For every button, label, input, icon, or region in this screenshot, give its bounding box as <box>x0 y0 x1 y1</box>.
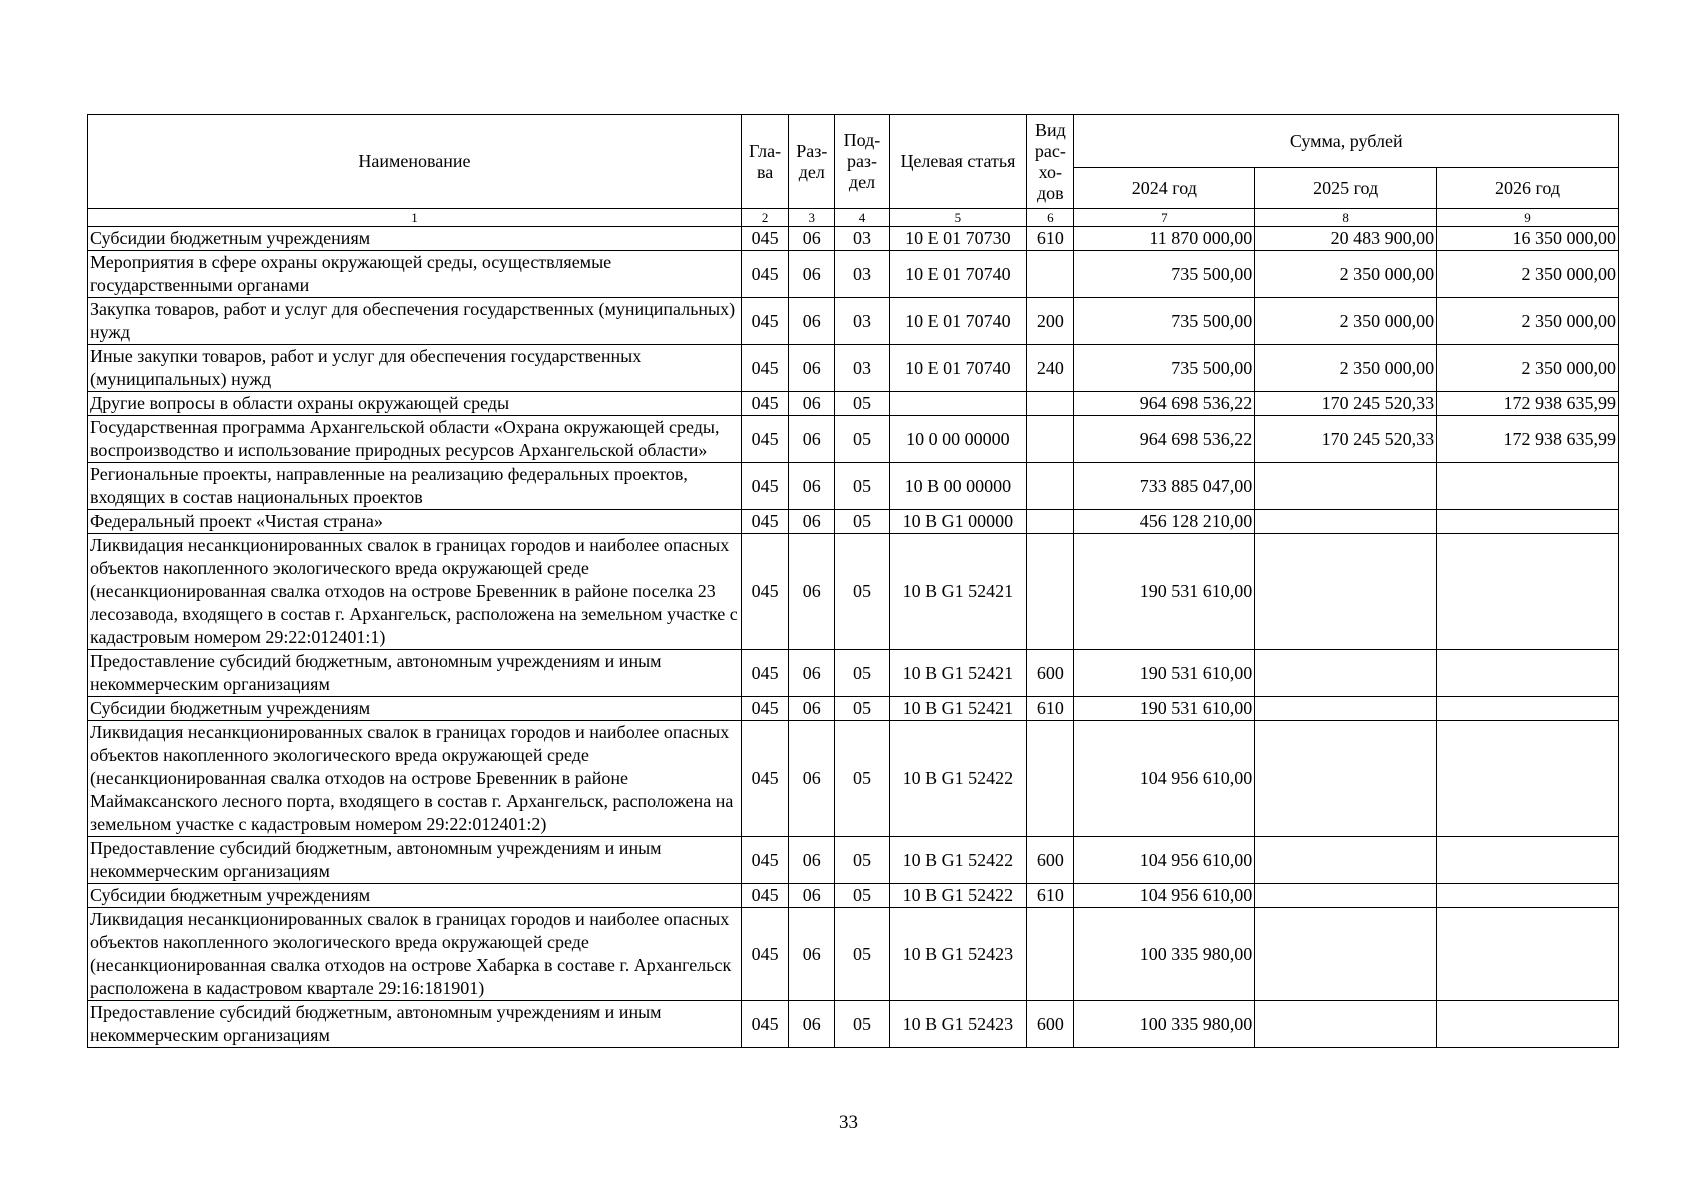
row-amount-2026: 172 938 635,99 <box>1437 416 1619 463</box>
row-subsection: 05 <box>835 697 889 721</box>
row-chapter: 045 <box>741 908 788 1001</box>
row-target-article: 10 В G1 52422 <box>889 837 1027 884</box>
row-chapter: 045 <box>741 416 788 463</box>
row-name: Субсидии бюджетным учреждениям <box>88 227 742 251</box>
row-expense-type <box>1027 721 1074 837</box>
row-subsection: 05 <box>835 837 889 884</box>
row-amount-2026 <box>1437 510 1619 534</box>
row-amount-2026 <box>1437 463 1619 510</box>
table-row <box>88 650 1619 697</box>
row-subsection: 05 <box>835 463 889 510</box>
table-row <box>88 908 1619 1001</box>
row-amount-2026: 2 350 000,00 <box>1437 345 1619 392</box>
row-chapter: 045 <box>741 697 788 721</box>
row-amount-2026 <box>1437 534 1619 650</box>
row-target-article: 10 В G1 00000 <box>889 510 1027 534</box>
row-amount-2026 <box>1437 884 1619 908</box>
row-target-article: 10 В G1 52421 <box>889 650 1027 697</box>
header-year-2024: 2024 год <box>1074 168 1255 209</box>
row-target-article: 10 Е 01 70740 <box>889 251 1027 298</box>
row-expense-type: 610 <box>1027 227 1074 251</box>
row-section: 06 <box>789 345 835 392</box>
row-amount-2024: 456 128 210,00 <box>1074 510 1255 534</box>
column-number: 7 <box>1074 209 1255 227</box>
row-name: Ликвидация несанкционированных свалок в границах городов и наиболее опасных объектов накопленного экологического вреда окружающей среде (несанкционированная свалка отходов на острове Бревенник в районе поселка 23 лесозавода, входящего в состав г. Архангельск, расположена на земельном участке с кадастровым номером 29:22:012401:1) <box>88 534 742 650</box>
header-year-2025: 2025 год <box>1255 168 1437 209</box>
row-subsection: 03 <box>835 251 889 298</box>
row-amount-2026: 172 938 635,99 <box>1437 392 1619 416</box>
column-number: 5 <box>889 209 1027 227</box>
row-name: Ликвидация несанкционированных свалок в границах городов и наиболее опасных объектов накопленного экологического вреда окружающей среде (несанкционированная свалка отходов на острове Бревенник в районе Маймаксанского лесного порта, входящего в состав г. Архангельск, расположена на земельном участке с кадастровым номером 29:22:012401:2) <box>88 721 742 837</box>
column-number: 3 <box>789 209 835 227</box>
header-row-top <box>88 115 1619 168</box>
header-subsection: Под-раз-дел <box>835 115 889 209</box>
row-expense-type: 600 <box>1027 837 1074 884</box>
row-target-article: 10 В G1 52422 <box>889 884 1027 908</box>
row-name: Предоставление субсидий бюджетным, автономным учреждениям и иным некоммерческим организациям <box>88 650 742 697</box>
row-subsection: 05 <box>835 650 889 697</box>
row-section: 06 <box>789 884 835 908</box>
row-amount-2024: 190 531 610,00 <box>1074 534 1255 650</box>
row-amount-2025: 170 245 520,33 <box>1255 416 1437 463</box>
row-amount-2024: 104 956 610,00 <box>1074 721 1255 837</box>
row-expense-type <box>1027 416 1074 463</box>
row-amount-2024: 104 956 610,00 <box>1074 837 1255 884</box>
row-section: 06 <box>789 251 835 298</box>
row-amount-2025 <box>1255 650 1437 697</box>
row-amount-2024: 190 531 610,00 <box>1074 697 1255 721</box>
row-expense-type <box>1027 510 1074 534</box>
budget-table <box>87 114 1619 1048</box>
row-amount-2026 <box>1437 697 1619 721</box>
row-amount-2024: 735 500,00 <box>1074 298 1255 345</box>
row-section: 06 <box>789 510 835 534</box>
row-target-article: 10 0 00 00000 <box>889 416 1027 463</box>
row-name: Мероприятия в сфере охраны окружающей среды, осуществляемые государственными органами <box>88 251 742 298</box>
row-target-article: 10 В 00 00000 <box>889 463 1027 510</box>
row-subsection: 05 <box>835 392 889 416</box>
header-target-article: Целевая статья <box>889 115 1027 209</box>
row-target-article: 10 В G1 52423 <box>889 1001 1027 1048</box>
row-name: Закупка товаров, работ и услуг для обеспечения государственных (муниципальных) нужд <box>88 298 742 345</box>
column-number-row <box>88 209 1619 227</box>
row-target-article: 10 В G1 52421 <box>889 534 1027 650</box>
row-chapter: 045 <box>741 463 788 510</box>
row-chapter: 045 <box>741 721 788 837</box>
row-subsection: 05 <box>835 416 889 463</box>
row-amount-2026 <box>1437 837 1619 884</box>
row-subsection: 05 <box>835 884 889 908</box>
table-row <box>88 251 1619 298</box>
row-section: 06 <box>789 463 835 510</box>
table-row <box>88 510 1619 534</box>
row-name: Иные закупки товаров, работ и услуг для обеспечения государственных (муниципальных) нужд <box>88 345 742 392</box>
row-amount-2024: 100 335 980,00 <box>1074 908 1255 1001</box>
row-section: 06 <box>789 1001 835 1048</box>
row-amount-2025 <box>1255 1001 1437 1048</box>
row-target-article: 10 Е 01 70740 <box>889 345 1027 392</box>
row-name: Федеральный проект «Чистая страна» <box>88 510 742 534</box>
table-row <box>88 463 1619 510</box>
row-amount-2024: 190 531 610,00 <box>1074 650 1255 697</box>
page-number: 33 <box>839 1112 858 1133</box>
header-section: Раз-дел <box>789 115 835 209</box>
header-year-2026: 2026 год <box>1437 168 1619 209</box>
row-section: 06 <box>789 392 835 416</box>
row-chapter: 045 <box>741 345 788 392</box>
row-chapter: 045 <box>741 534 788 650</box>
row-target-article: 10 Е 01 70740 <box>889 298 1027 345</box>
row-name: Региональные проекты, направленные на реализацию федеральных проектов, входящих в состав национальных проектов <box>88 463 742 510</box>
row-chapter: 045 <box>741 650 788 697</box>
row-amount-2026 <box>1437 908 1619 1001</box>
table-row <box>88 345 1619 392</box>
row-chapter: 045 <box>741 251 788 298</box>
row-subsection: 03 <box>835 345 889 392</box>
row-amount-2025: 2 350 000,00 <box>1255 345 1437 392</box>
row-amount-2026 <box>1437 1001 1619 1048</box>
row-amount-2025 <box>1255 884 1437 908</box>
row-name: Субсидии бюджетным учреждениям <box>88 884 742 908</box>
column-number: 1 <box>88 209 742 227</box>
row-target-article: 10 Е 01 70730 <box>889 227 1027 251</box>
row-name: Ликвидация несанкционированных свалок в границах городов и наиболее опасных объектов накопленного экологического вреда окружающей среде (несанкционированная свалка отходов на острове Хабарка в составе г. Архангельск расположена в кадастровом квартале 29:16:181901) <box>88 908 742 1001</box>
row-amount-2025 <box>1255 510 1437 534</box>
row-subsection: 05 <box>835 510 889 534</box>
column-number: 8 <box>1255 209 1437 227</box>
row-expense-type: 200 <box>1027 298 1074 345</box>
header-name: Наименование <box>88 115 742 209</box>
row-subsection: 05 <box>835 721 889 837</box>
row-target-article: 10 В G1 52423 <box>889 908 1027 1001</box>
row-amount-2025 <box>1255 721 1437 837</box>
table-body <box>88 227 1619 1048</box>
row-amount-2026: 2 350 000,00 <box>1437 251 1619 298</box>
row-subsection: 05 <box>835 534 889 650</box>
table-row <box>88 392 1619 416</box>
row-expense-type: 610 <box>1027 884 1074 908</box>
table-row <box>88 884 1619 908</box>
row-amount-2025 <box>1255 837 1437 884</box>
row-amount-2026: 2 350 000,00 <box>1437 298 1619 345</box>
row-amount-2024: 735 500,00 <box>1074 251 1255 298</box>
row-amount-2025: 2 350 000,00 <box>1255 298 1437 345</box>
row-name: Предоставление субсидий бюджетным, автономным учреждениям и иным некоммерческим организациям <box>88 1001 742 1048</box>
row-amount-2026: 16 350 000,00 <box>1437 227 1619 251</box>
row-chapter: 045 <box>741 298 788 345</box>
row-expense-type: 240 <box>1027 345 1074 392</box>
row-chapter: 045 <box>741 227 788 251</box>
column-number: 4 <box>835 209 889 227</box>
row-amount-2025: 170 245 520,33 <box>1255 392 1437 416</box>
row-subsection: 03 <box>835 227 889 251</box>
table-row <box>88 416 1619 463</box>
row-expense-type <box>1027 908 1074 1001</box>
header-sum: Сумма, рублей <box>1074 115 1619 168</box>
row-section: 06 <box>789 697 835 721</box>
row-subsection: 03 <box>835 298 889 345</box>
row-amount-2026 <box>1437 721 1619 837</box>
row-chapter: 045 <box>741 510 788 534</box>
row-target-article: 10 В G1 52421 <box>889 697 1027 721</box>
table-row <box>88 534 1619 650</box>
row-section: 06 <box>789 416 835 463</box>
header-chapter: Гла-ва <box>741 115 788 209</box>
row-amount-2024: 11 870 000,00 <box>1074 227 1255 251</box>
table-row <box>88 1001 1619 1048</box>
row-amount-2025 <box>1255 463 1437 510</box>
row-expense-type <box>1027 251 1074 298</box>
row-name: Субсидии бюджетным учреждениям <box>88 697 742 721</box>
row-target-article <box>889 392 1027 416</box>
row-amount-2025 <box>1255 534 1437 650</box>
row-expense-type <box>1027 534 1074 650</box>
row-name: Государственная программа Архангельской области «Охрана окружающей среды, воспроизводство и использование природных ресурсов Архангельской области» <box>88 416 742 463</box>
row-amount-2026 <box>1437 650 1619 697</box>
row-amount-2025: 2 350 000,00 <box>1255 251 1437 298</box>
row-amount-2025 <box>1255 697 1437 721</box>
row-target-article: 10 В G1 52422 <box>889 721 1027 837</box>
table-row <box>88 697 1619 721</box>
row-expense-type: 600 <box>1027 650 1074 697</box>
row-section: 06 <box>789 227 835 251</box>
row-expense-type: 600 <box>1027 1001 1074 1048</box>
row-subsection: 05 <box>835 1001 889 1048</box>
row-section: 06 <box>789 534 835 650</box>
row-amount-2025: 20 483 900,00 <box>1255 227 1437 251</box>
row-amount-2024: 964 698 536,22 <box>1074 416 1255 463</box>
row-amount-2024: 733 885 047,00 <box>1074 463 1255 510</box>
row-chapter: 045 <box>741 837 788 884</box>
table-row <box>88 721 1619 837</box>
column-number: 2 <box>741 209 788 227</box>
row-name: Другие вопросы в области охраны окружающей среды <box>88 392 742 416</box>
table-row <box>88 837 1619 884</box>
row-amount-2024: 964 698 536,22 <box>1074 392 1255 416</box>
row-section: 06 <box>789 298 835 345</box>
row-chapter: 045 <box>741 884 788 908</box>
row-expense-type: 610 <box>1027 697 1074 721</box>
row-amount-2024: 735 500,00 <box>1074 345 1255 392</box>
table-row <box>88 227 1619 251</box>
row-amount-2024: 100 335 980,00 <box>1074 1001 1255 1048</box>
row-section: 06 <box>789 721 835 837</box>
table-row <box>88 298 1619 345</box>
row-chapter: 045 <box>741 392 788 416</box>
row-section: 06 <box>789 650 835 697</box>
row-section: 06 <box>789 837 835 884</box>
row-expense-type <box>1027 463 1074 510</box>
column-number: 9 <box>1437 209 1619 227</box>
column-number: 6 <box>1027 209 1074 227</box>
row-expense-type <box>1027 392 1074 416</box>
row-section: 06 <box>789 908 835 1001</box>
row-subsection: 05 <box>835 908 889 1001</box>
row-name: Предоставление субсидий бюджетным, автономным учреждениям и иным некоммерческим организациям <box>88 837 742 884</box>
row-amount-2025 <box>1255 908 1437 1001</box>
row-amount-2024: 104 956 610,00 <box>1074 884 1255 908</box>
row-chapter: 045 <box>741 1001 788 1048</box>
header-expense-type: Вид рас-хо-дов <box>1027 115 1074 209</box>
